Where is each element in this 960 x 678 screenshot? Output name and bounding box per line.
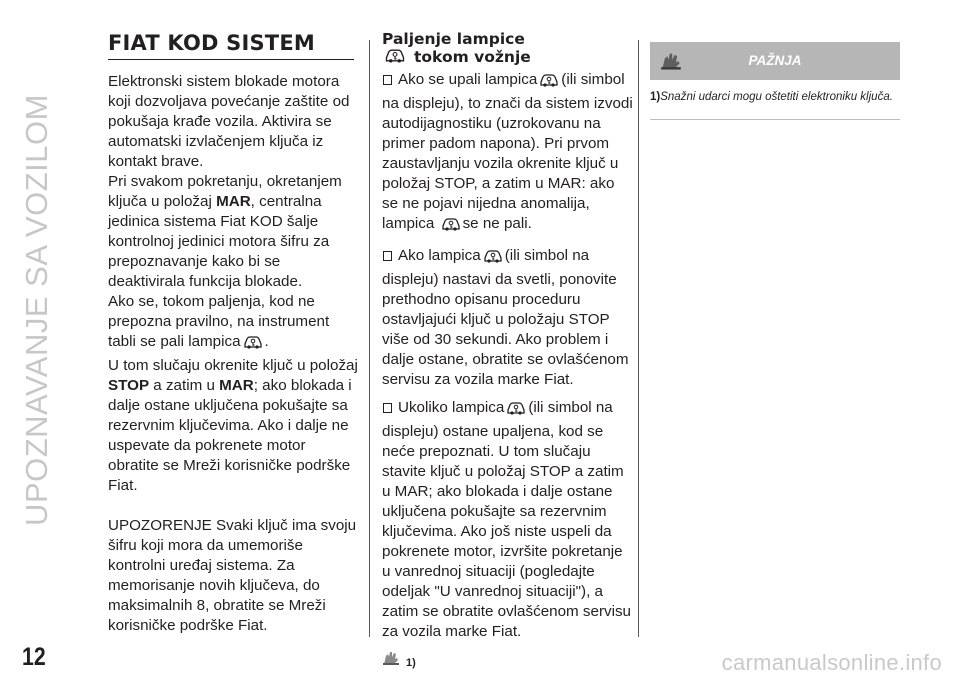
checkbox-bullet-icon: [383, 75, 392, 85]
paragraph: Elektronski sistem blokade motora koji dozvoljava povećanje zaštite od pokušaja krađe vozila. Aktivira se automatski izvlačenjem ključa iz kontakt brave.: [108, 73, 350, 170]
car-key-warning-icon: [538, 72, 560, 94]
checkbox-bullet-icon: [383, 251, 392, 261]
car-key-warning-icon: [505, 400, 527, 422]
page-number: 12: [22, 643, 46, 671]
section-title: Paljenje lampice tokom vožnje: [382, 30, 531, 66]
warning-box: [650, 42, 900, 120]
car-key-warning-icon: [242, 334, 264, 356]
paragraph: Ako se, tokom paljenja, kod ne prepozna pravilno, na instrument tabli se pali lampica .: [108, 292, 360, 356]
car-key-warning-icon: [482, 248, 504, 270]
checkbox-bullet-icon: [383, 403, 392, 413]
car-key-warning-icon: [383, 47, 407, 67]
section-title: FIAT KOD SISTEM: [108, 32, 354, 60]
warning-hand-icon: [382, 650, 400, 673]
column-lamp-while-driving: [382, 32, 634, 673]
column-fiat-kod: [108, 32, 360, 636]
bullet-paragraph: Ako lampica (ili simbol na displeju) nastavi da svetli, ponovite prethodno opisanu proceduru ostavljajući ključ u položaju STOP više od 30 sekundi. Ako problem i dalje ostane, obratite se ovlašćenom servisu za vozila marke Fiat.: [382, 247, 629, 388]
watermark: carmanualsonline.info: [721, 650, 942, 675]
column-divider: [369, 40, 370, 637]
column-warning: [650, 32, 900, 120]
bullet-paragraph: Ukoliko lampica (ili simbol na displeju) ostane upaljena, kod se neće prepoznati. U tom slučaju stavite ključ u položaj STOP a zatim u MAR; ako blokada i dalje ostane uključena pokušajte sa rezervnim ključevima. Ako još niste uspeli da pokrenete motor, izvršite pokretanje u vanrednoj situaciji (pogledajte odeljak "U vanrednoj situaciji"), a zatim se obratite ovlašćenom servisu za vozila marke Fiat.: [382, 399, 632, 640]
bullet-paragraph: Ako se upali lampica (ili simbol na displeju), to znači da sistem izvodi autodijagnostiku (uzrokovanu na primer padom napona). Pri prvom zaustavljanju vozila okrenite ključ u položaj STOP, a zatim u MAR: ako se ne pojavi nijedna anomalija, lampica se ne pali.: [382, 70, 634, 238]
warning-header: PAŽNJA: [650, 42, 900, 80]
column-divider: [638, 40, 639, 637]
warning-reference[interactable]: 1): [382, 650, 634, 673]
warning-hand-icon: [660, 51, 682, 77]
paragraph: U tom slučaju okrenite ključ u položaj STOP a zatim u MAR; ako blokada i dalje ostane uključena pokušajte sa rezervnim ključevima. Ako i dalje ne uspevate da pokrenete motor obratite se Mreži korisničke podrške Fiat.: [108, 357, 358, 494]
paragraph: Pri svakom pokretanju, okretanjem ključa u položaj MAR, centralna jedinica sistema Fiat KOD šalje kontrolnoj jedinici motora šifru za prepoznavanje kako bi se deaktivirala funkcija blokade.: [108, 173, 342, 290]
car-key-warning-icon: [440, 216, 462, 238]
warning-text: 1)Snažni udarci mogu oštetiti elektroniku ključa.: [650, 91, 893, 103]
paragraph: UPOZORENJE Svaki ključ ima svoju šifru koji mora da umemoriše kontrolni uređaj sistema. Za memorisanje novih ključeva, do maksimalnih 8, obratite se Mreži korisničke podrške Fiat.: [108, 517, 357, 634]
